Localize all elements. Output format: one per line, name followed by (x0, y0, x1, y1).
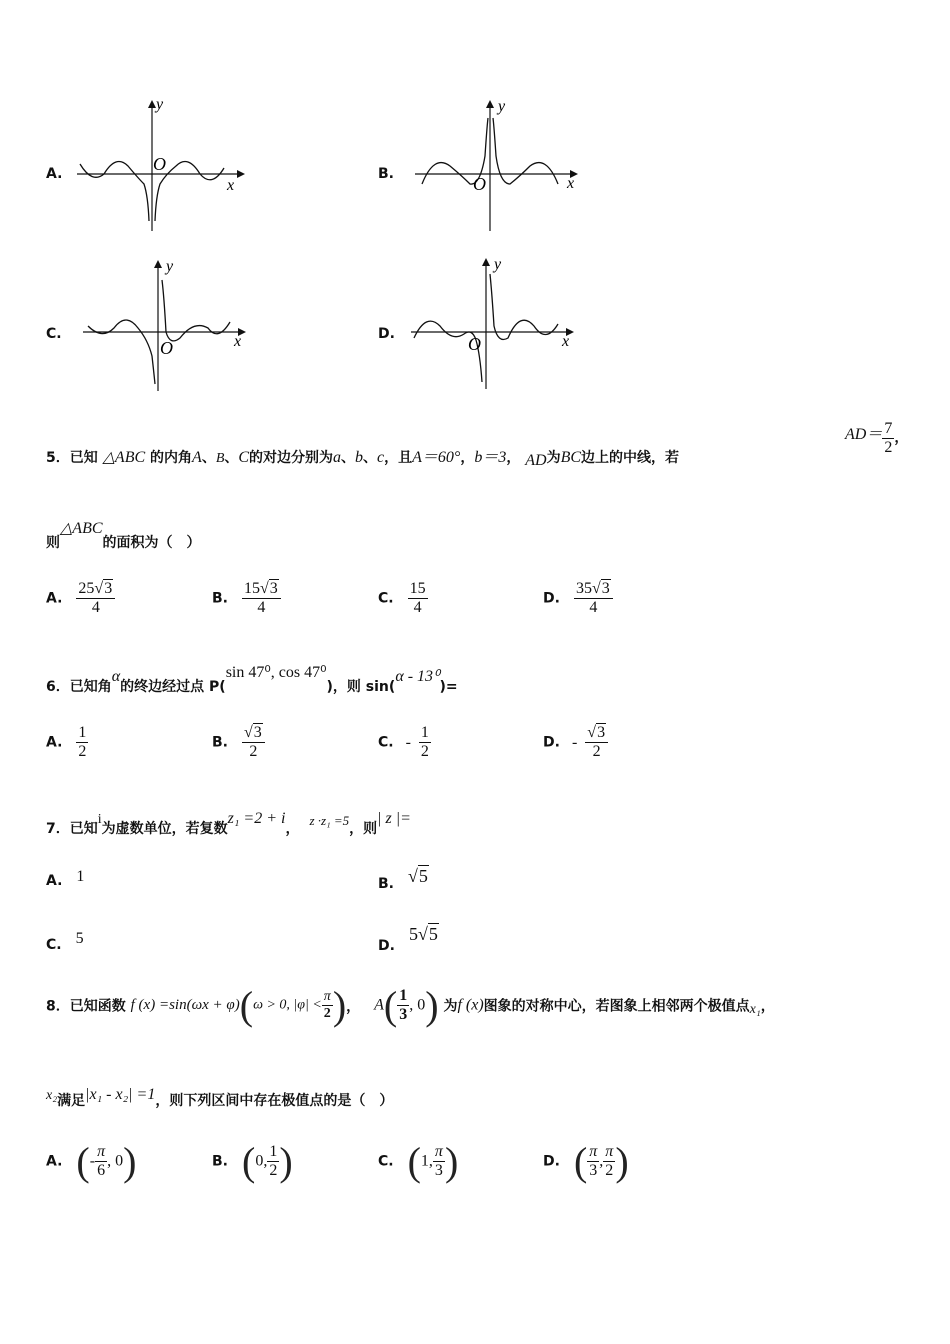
q7-option-d[interactable] (378, 924, 439, 954)
x-label: x (227, 177, 235, 194)
option-label: A. (46, 873, 63, 889)
q5-var-c: C (238, 449, 250, 466)
num (242, 580, 281, 598)
q5-option-a[interactable] (46, 580, 115, 617)
q8-option-a[interactable] (46, 1138, 136, 1185)
q6-text: )= (439, 679, 458, 695)
option-value: 5 (75, 930, 84, 947)
option-label: B. (378, 876, 394, 892)
sqrt: √3 (94, 580, 113, 597)
q5-number: 5． (46, 450, 70, 466)
y-axis-arrow (154, 260, 162, 268)
q8-stem-line2 (46, 1084, 394, 1109)
q6-option-c[interactable] (378, 724, 431, 761)
q8-paren-left: ( (239, 983, 254, 1028)
den: 2 (323, 1006, 331, 1021)
q4-option-b-label[interactable]: B. (378, 166, 394, 182)
paren-right: ) (444, 1139, 459, 1184)
q8-option-d[interactable] (543, 1138, 629, 1185)
interval-left: - (89, 1152, 96, 1170)
q4-graph-a[interactable] (72, 96, 252, 236)
num: 7 (884, 420, 893, 437)
q5-option-c[interactable] (378, 580, 428, 617)
y-axis-arrow (148, 100, 156, 108)
q5-sep: 、 (363, 450, 378, 466)
q8-x1: x₁ (749, 1001, 761, 1017)
option-fraction (76, 580, 115, 617)
q7-text: 已知 (69, 821, 98, 837)
num: π (434, 1143, 443, 1160)
option-label: D. (543, 590, 560, 607)
q8-fx: f (x) (457, 996, 484, 1014)
coef: 5 (408, 924, 418, 944)
radicand: 3 (253, 724, 262, 741)
q5-text: 的内角 (150, 450, 193, 466)
num: 1 (269, 1143, 278, 1160)
option-fraction (574, 580, 613, 617)
q5-text: 的对边分别为 (249, 450, 334, 466)
q5-side-bc: BC (560, 449, 582, 466)
q5-sep: 、 (224, 450, 239, 466)
den: 3 (434, 1162, 443, 1179)
y-axis-arrow (486, 100, 494, 108)
q7-abs: | z |= (377, 810, 411, 827)
den: 4 (91, 599, 100, 616)
q4-option-a-label[interactable]: A. (46, 166, 63, 182)
den: 2 (249, 743, 258, 760)
q5-ad-value (845, 420, 908, 457)
q8-x2: x₂ (46, 1088, 58, 1103)
q8-text: 已知函数 (69, 998, 126, 1015)
q6-option-d[interactable] (543, 724, 608, 761)
option-fraction (585, 724, 608, 761)
option-label: A. (46, 734, 63, 751)
option-label: D. (378, 938, 395, 954)
option-label: B. (212, 590, 228, 607)
den: 3 (589, 1162, 598, 1179)
option-label: C. (378, 1153, 394, 1170)
sqrt: √3 (244, 724, 262, 741)
coef: 15 (244, 580, 260, 597)
num: π (323, 989, 331, 1004)
q5-text: 则 (46, 535, 60, 551)
q7-imag-unit: i (97, 812, 102, 827)
q8-text: 为 (443, 998, 458, 1015)
option-label: D. (543, 734, 560, 751)
q6-text: 已知角 (69, 679, 112, 695)
q5-text: ，且 (384, 450, 413, 466)
sign: - (405, 733, 411, 751)
radicand: 3 (597, 724, 606, 741)
x-label: x (562, 333, 570, 350)
paren-left: ( (407, 1139, 421, 1184)
num (585, 724, 608, 742)
q4-option-c-label[interactable]: C. (46, 326, 62, 342)
q6-option-a[interactable] (46, 724, 88, 761)
q7-product: z ·z₁ =5 (309, 813, 350, 828)
q8-paren-right: ) (332, 983, 347, 1028)
q8-condition: ω > 0, |φ| < (253, 997, 322, 1013)
q8-option-b[interactable] (212, 1138, 293, 1185)
q8-a-tail: , 0 (409, 996, 426, 1014)
num: 1 (78, 724, 87, 741)
num (242, 724, 265, 742)
q7-text: 为虚数单位，若复数 (101, 821, 228, 837)
q6-point: sin 47⁰, cos 47⁰ (225, 664, 327, 681)
q5-option-b[interactable] (212, 580, 281, 617)
q8-paren-left: ( (383, 983, 398, 1028)
x-axis-arrow (237, 170, 245, 178)
q8-abs-condition: |x₁ - x₂| =1 (85, 1086, 156, 1103)
num: 1 (399, 987, 408, 1004)
radicand: 5 (428, 924, 438, 944)
q6-alpha: α (111, 668, 121, 685)
q5-stem-line2 (46, 518, 201, 551)
q5-text: 为 (546, 450, 561, 466)
q8-number: 8． (46, 998, 70, 1015)
q6-expr: α - 13⁰ (395, 668, 440, 685)
den: 2 (420, 743, 429, 760)
q5-text: 边上的中线，若 (581, 450, 680, 466)
interval-right: , 0 (107, 1152, 124, 1170)
paren-right: ) (123, 1139, 137, 1184)
interval-fraction (433, 1143, 445, 1180)
sqrt: √3 (260, 580, 278, 597)
interval-left: 0, (255, 1152, 268, 1170)
q6-text: 的终边经过点 P( (120, 679, 226, 695)
q5-ad-fraction (882, 420, 894, 457)
q5-triangle: △ABC (102, 449, 146, 466)
q8-function: f (x) =sin(ωx + φ) (130, 997, 240, 1013)
q8-point-a: A (374, 996, 384, 1014)
q5-side-b: b (355, 449, 364, 466)
q5-option-d[interactable] (543, 580, 613, 617)
den: 6 (97, 1162, 106, 1179)
num: 15 (409, 580, 426, 597)
q8-option-c[interactable] (378, 1138, 458, 1185)
q8-text: ，则下列区间中存在极值点的是（ ） (155, 1093, 394, 1109)
num: π (97, 1143, 106, 1160)
option-label: C. (378, 734, 394, 751)
y-label: y (166, 258, 174, 275)
sqrt: √3 (591, 580, 610, 597)
option-label: B. (212, 1153, 228, 1170)
num (76, 580, 115, 598)
q5-side-a: a (333, 449, 342, 466)
option-value (408, 866, 429, 886)
radicand: 3 (104, 580, 113, 597)
q5-median: AD (525, 452, 547, 469)
q4-graph-b[interactable] (410, 96, 590, 236)
den: 4 (413, 599, 422, 616)
paren-right: ) (279, 1139, 293, 1184)
den: 3 (399, 1006, 408, 1023)
den: 4 (257, 599, 266, 616)
sqrt: √3 (587, 724, 606, 741)
q8-paren-right: ) (425, 983, 439, 1028)
radicand: 3 (269, 580, 278, 597)
q8-text: 图象的对称中心，若图象上相邻两个极值点 (483, 998, 750, 1015)
num (574, 580, 613, 598)
q7-z1: z₁ =2 + i (227, 810, 286, 827)
option-label: A. (46, 590, 63, 607)
interval-fraction-2 (603, 1143, 615, 1180)
q8-comma: ， (760, 998, 775, 1015)
option-label: D. (543, 1153, 560, 1170)
option-label: C. (46, 937, 62, 953)
q5-comma: ， (460, 450, 475, 466)
origin-label: O (468, 334, 481, 354)
option-fraction (242, 724, 265, 761)
q8-text: 满足 (57, 1093, 86, 1109)
q8-stem-line1 (46, 982, 775, 1029)
den: 2 (605, 1162, 614, 1179)
q5-comma: ， (894, 430, 909, 447)
option-label: B. (212, 734, 228, 751)
q6-stem (46, 662, 458, 695)
q5-condition-side: b＝3 (474, 449, 507, 466)
q4-graph-d[interactable] (406, 254, 586, 394)
y-label: y (498, 98, 506, 115)
x-label: x (234, 333, 242, 350)
q5-ad-eq: AD＝ (845, 426, 883, 443)
q5-side-c: c (377, 449, 385, 466)
den: 2 (884, 439, 893, 456)
radicand: 3 (601, 580, 610, 597)
q4-graph-c[interactable] (78, 256, 258, 396)
q8-comma: ， (346, 998, 361, 1015)
option-fraction (76, 724, 88, 761)
y-label: y (156, 96, 164, 113)
q7-comma: ， (285, 821, 300, 837)
option-value (409, 924, 439, 944)
q5-var-a: A (192, 449, 202, 466)
q6-option-b[interactable] (212, 724, 265, 761)
paren-left: ( (573, 1139, 588, 1184)
q6-text: )，则 sin( (326, 679, 396, 695)
q5-triangle: △ABC (60, 520, 103, 537)
q5-text: 已知 (69, 450, 98, 466)
paren-left: ( (242, 1139, 256, 1184)
q5-sep: 、 (201, 450, 216, 466)
interval-fraction (95, 1143, 107, 1180)
q7-option-c[interactable] (46, 930, 84, 953)
option-fraction (419, 724, 431, 761)
coef: 25 (78, 580, 95, 597)
q7-stem (46, 806, 411, 837)
den: 2 (78, 743, 87, 760)
num: 1 (420, 724, 429, 741)
interval-sep: , (599, 1152, 604, 1170)
q7-number: 7． (46, 821, 70, 837)
origin-label: O (153, 154, 166, 174)
y-axis-arrow (482, 258, 490, 266)
origin-label: O (160, 338, 173, 358)
q5-condition-angle: A＝60° (412, 449, 461, 466)
num: π (589, 1143, 598, 1160)
den: 2 (592, 743, 601, 760)
q5-stem-line1 (46, 444, 679, 467)
q7-option-b[interactable] (378, 866, 429, 892)
option-value: 1 (76, 868, 85, 885)
den: 4 (589, 599, 598, 616)
paren-right: ) (615, 1139, 629, 1184)
option-label: A. (46, 1153, 63, 1170)
den: 2 (269, 1162, 278, 1179)
q5-sep: 、 (341, 450, 356, 466)
radicand: 5 (418, 866, 428, 886)
y-label: y (494, 256, 502, 273)
interval-fraction-1 (587, 1143, 599, 1180)
x-label: x (567, 175, 575, 192)
num: π (605, 1143, 614, 1160)
option-fraction (408, 580, 428, 617)
q8-a-fraction (397, 987, 409, 1024)
q5-comma: ， (506, 450, 521, 466)
origin-label: O (473, 174, 486, 194)
sqrt: √5 (417, 924, 438, 944)
sqrt: √5 (408, 866, 428, 886)
q5-text: 的面积为（ ） (102, 535, 201, 551)
q4-option-d-label[interactable]: D. (378, 326, 395, 342)
option-label: C. (378, 590, 394, 607)
coef: 35 (575, 580, 592, 597)
interval-fraction (267, 1143, 279, 1180)
sign: - (571, 733, 578, 751)
q7-text: ，则 (349, 821, 378, 837)
paren-left: ( (76, 1139, 90, 1184)
q8-pi-over-2 (322, 989, 333, 1022)
interval-left: 1, (420, 1152, 433, 1170)
q6-number: 6． (46, 679, 70, 695)
q7-option-a[interactable] (46, 868, 85, 890)
option-fraction (242, 580, 281, 617)
q5-var-b: B (215, 451, 225, 466)
